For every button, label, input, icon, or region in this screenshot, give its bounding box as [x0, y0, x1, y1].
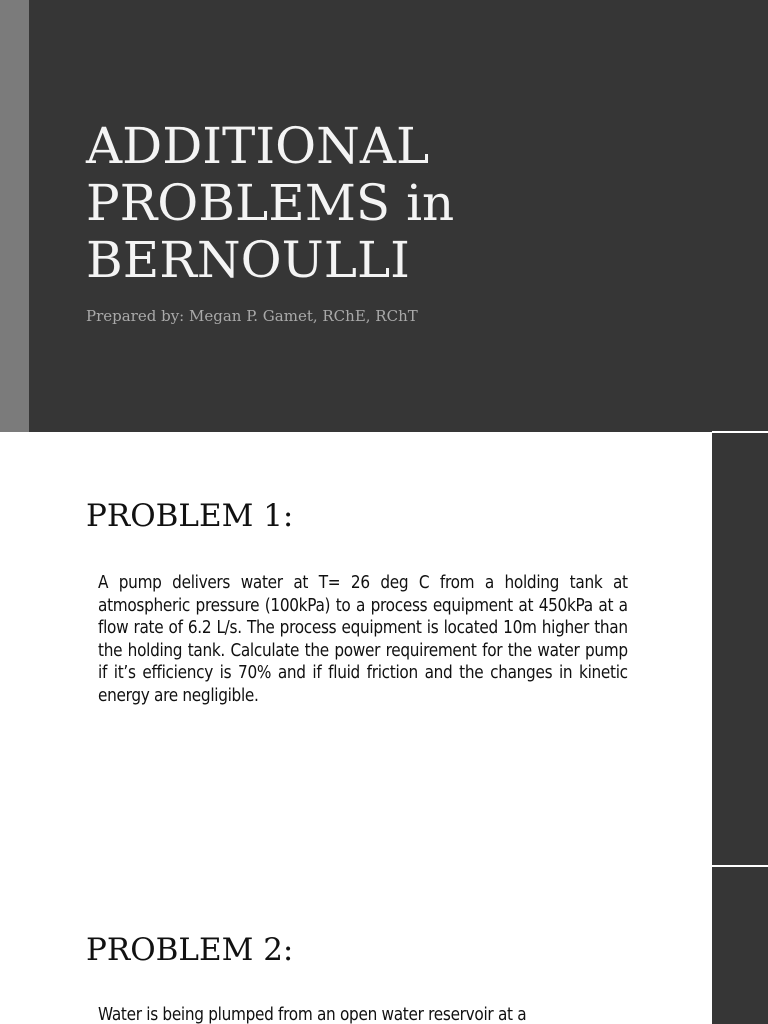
problem-2-slide — [0, 866, 768, 1024]
problem-1-slide — [0, 432, 768, 866]
problem-2-heading: PROBLEM 2: — [86, 932, 294, 968]
problem-2-accent-band — [712, 866, 768, 1024]
slide-subtitle: Prepared by: Megan P. Gamet, RChE, RChT — [86, 307, 418, 325]
problem-1-text: A pump delivers water at T= 26 deg C from a holding tank at atmospheric pressure (100kPa) to a process equipment at 450kPa at a flow rate of 6.2 L/s. The process equipment is located 10m higher than the holding tank. Calculate the power requirement for the water pump if it’s efficiency is 70% and if fluid friction and the changes in kinetic energy are negligible. — [98, 573, 628, 706]
title-slide-accent-band — [0, 0, 29, 432]
problem-1-accent-band — [712, 432, 768, 866]
slide-title — [86, 118, 726, 289]
slide-divider — [712, 865, 768, 867]
title-line-3: BERNOULLI — [86, 231, 410, 289]
problem-2-text: Water is being plumped from an open water reservoir at a — [98, 1005, 527, 1024]
title-line-2: PROBLEMS in — [86, 174, 455, 232]
problem-1-heading: PROBLEM 1: — [86, 498, 294, 534]
title-line-1: ADDITIONAL — [86, 117, 430, 175]
title-slide — [0, 0, 768, 432]
slide-divider — [712, 431, 768, 433]
